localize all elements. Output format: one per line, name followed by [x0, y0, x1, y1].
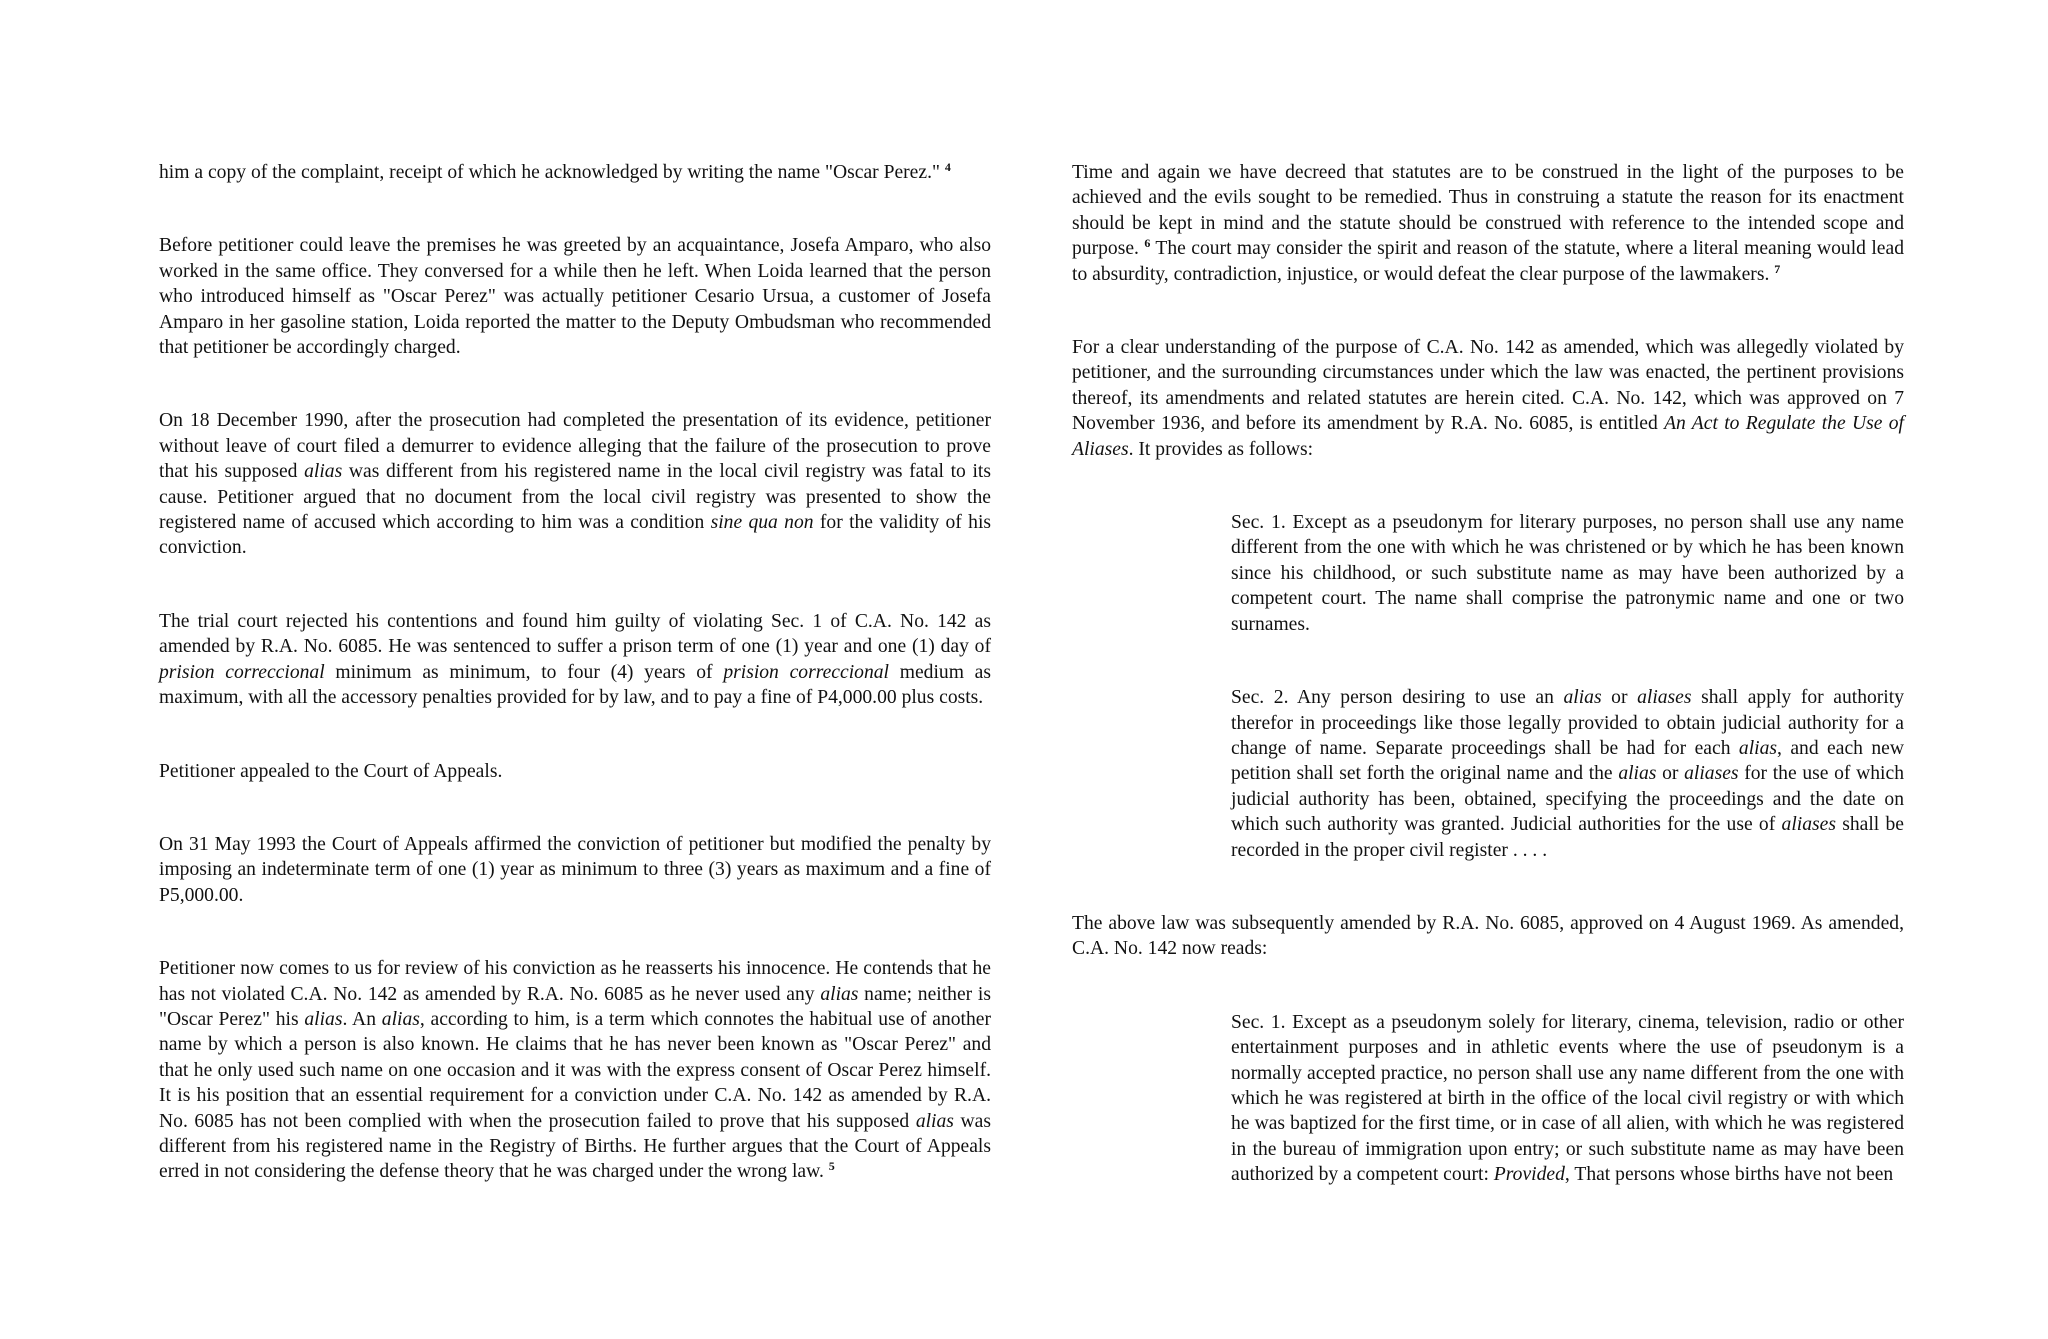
quote-sec-1-original: Sec. 1. Except as a pseudonym for literary purposes, no person shall use any name different from the one with which he was christened or by which he has been known since his childhood, or such substitute name as may have been authorized by a competent court. The name shall comprise the patronymic name and one or two surnames. [1231, 512, 1904, 635]
paragraph-appeal: Petitioner appealed to the Court of Appeals. [159, 760, 503, 782]
left-page [159, 160, 991, 1233]
paragraph-statutes-construed: Time and again we have decreed that statutes are to be construed in the light of the purposes to be achieved and the evils sought to be remedied. Thus in construing a statute the reason for its enactment should be kept in mind and the statute should be construed with reference to the intended scope and purpose. $^6$ The court may consider the spirit and reason of the statute, where a literal meaning would lead to absurdity, contradiction, injustice, or would defeat the clear purpose of the lawmakers. $^7$ [1072, 162, 1904, 285]
footnote-ref-7: 7 [1774, 261, 1781, 276]
paragraph-amended-by-ra-6085: The above law was subsequently amended by R.A. No. 6085, approved on 4 August 1969. As amended, C.A. No. 142 now reads: [1072, 912, 1904, 960]
paragraph-trial-court: The trial court rejected his contentions and found him guilty of violating Sec. 1 of C.A. No. 142 as amended by R.A. No. 6085. He was sentenced to suffer a prison term of one (1) year and one (1) day of prision correccional minimum as minimum, to four (4) years of prision correccional medium as maximum, with all the accessory penalties provided for by law, and to pay a fine of P4,000.00 plus costs. [159, 610, 991, 709]
paragraph-court-of-appeals: On 31 May 1993 the Court of Appeals affirmed the conviction of petitioner but modified the penalty by imposing an indeterminate term of one (1) year as minimum to three (3) years as maximum and a fine of P5,000.00. [159, 833, 991, 906]
paragraph-complaint-receipt: him a copy of the complaint, receipt of which he acknowledged by writing the name "Oscar Perez." $^4$ [159, 160, 951, 183]
footnote-ref-6: 6 [1144, 236, 1151, 251]
quote-sec-2: Sec. 2. Any person desiring to use an alias or aliases shall apply for authority therefor in proceedings like those legally provided to obtain judicial authority for a change of name. Separate proceedings shall be had for each alias, and each new petition shall set forth the original name and the alias or aliases for the use of which judicial authority has been, obtained, specifying the proceedings and the date on which such authority was granted. Judicial authorities for the use of aliases shall be recorded in the proper civil register . . . . [1231, 687, 1904, 861]
paragraph-purpose-ca-142: For a clear understanding of the purpose of C.A. No. 142 as amended, which was allegedly violated by petitioner, and the surrounding circumstances under which the law was enacted, the pertinent provisions thereof, its amendments and related statutes are herein cited. C.A. No. 142, which was approved on 7 November 1936, and before its amendment by R.A. No. 6085, is entitled An Act to Regulate the Use of Aliases. It provides as follows: [1072, 337, 1904, 460]
right-page [1072, 160, 1904, 1236]
paragraph-greeted-by-acquaintance: Before petitioner could leave the premises he was greeted by an acquaintance, Josefa Amparo, who also worked in the same office. They conversed for a while then he left. When Loida learned that the person who introduced himself as "Oscar Perez" was actually petitioner Cesario Ursua, a customer of Josefa Amparo in her gasoline station, Loida reported the matter to the Deputy Ombudsman who recommended that petitioner be accordingly charged. [159, 235, 991, 359]
paragraph-petitioner-review: Petitioner now comes to us for review of his conviction as he reasserts his innocence. He contends that he has not violated C.A. No. 142 as amended by R.A. No. 6085 as he never used any alias name; neither is "Oscar Perez" his alias. An alias, according to him, is a term which connotes the habitual use of another name by which a person is also known. He claims that he has never been known as "Oscar Perez" and that he only used such name on one occasion and it was with the express consent of Oscar Perez himself. It is his position that an essential requirement for a conviction under C.A. No. 142 as amended by R.A. No. 6085 has not been complied with when the prosecution failed to prove that his supposed alias was different from his registered name in the Registry of Births. He further argues that the Court of Appeals erred in not considering the defense theory that he was charged under the wrong law. $^5$ [159, 958, 992, 1183]
quote-sec-1-amended: Sec. 1. Except as a pseudonym solely for literary, cinema, television, radio or other entertainment purposes and in athletic events where the use of pseudonym is a normally accepted practice, no person shall use any name different from the one with which he was registered at birth in the office of the local civil registry or with which he was baptized for the first time, or in case of all alien, with which he was registered in the bureau of immigration upon entry; or such substitute name as may have been authorized by a competent court: Provided, That persons whose births have not been [1231, 1011, 1904, 1186]
footnote-ref-5: 5 [828, 1159, 835, 1174]
footnote-ref-4: 4 [944, 160, 951, 174]
paragraph-demurrer: On 18 December 1990, after the prosecution had completed the presentation of its evidence, petitioner without leave of court filed a demurrer to evidence alleging that the failure of the prosecution to prove that his supposed alias was different from his registered name in the local civil registry was fatal to its cause. Petitioner argued that no document from the local civil registry was presented to show the registered name of accused which according to him was a condition sine qua non for the validity of his conviction. [159, 410, 992, 559]
